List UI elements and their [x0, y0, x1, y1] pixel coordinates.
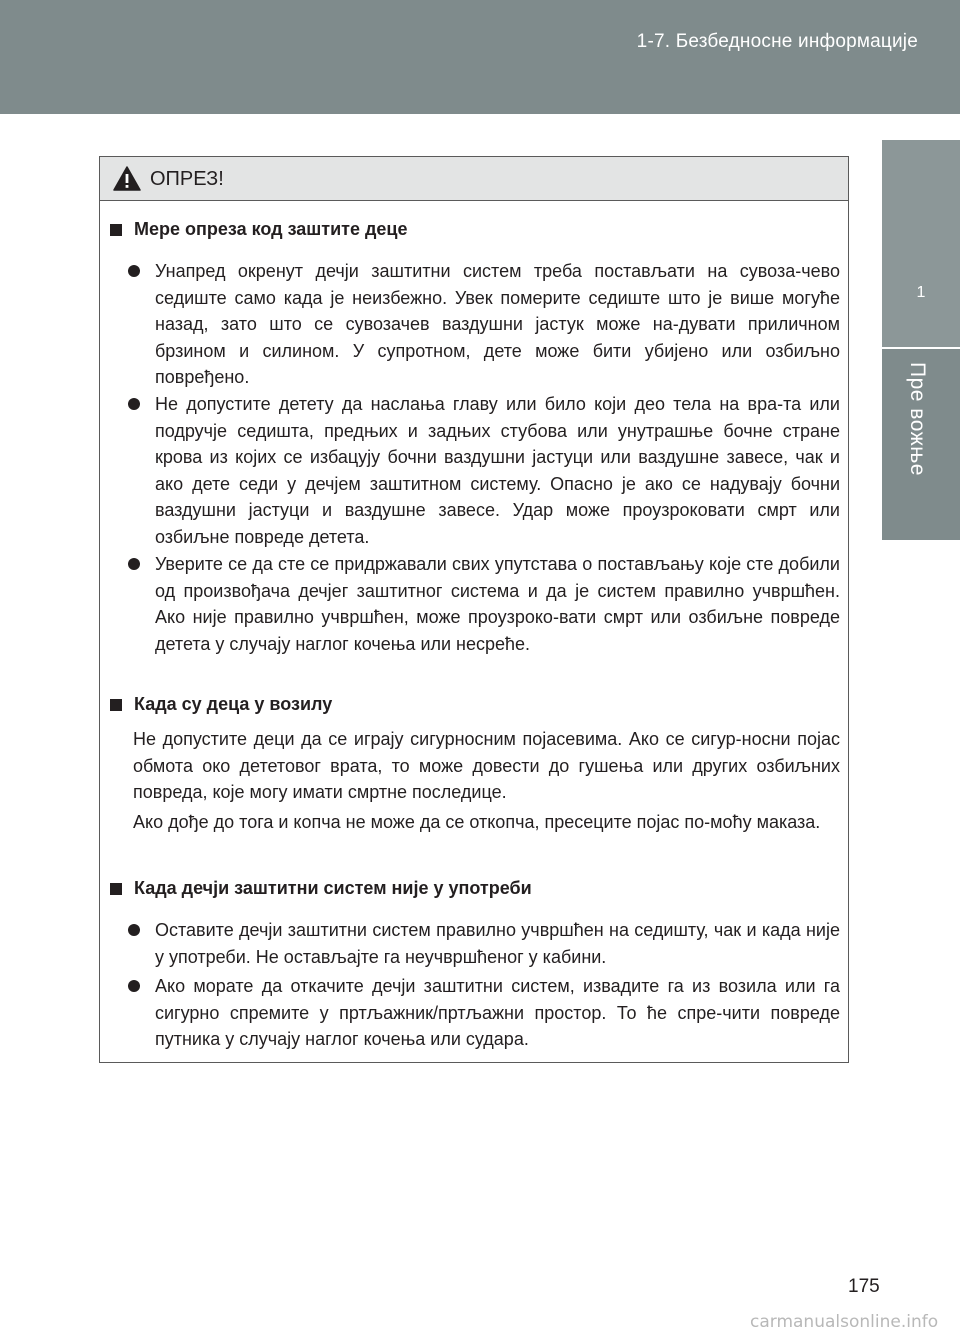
section-title: 1-7. Безбедносне информације [636, 31, 918, 52]
list-item [128, 391, 840, 551]
watermark: carmanualsonline.info [750, 1312, 939, 1332]
section-heading-text: Када су деца у возилу [134, 694, 333, 714]
warning-triangle-icon [113, 166, 141, 191]
list-item [128, 973, 840, 1053]
list-item [128, 551, 840, 657]
list-item [128, 258, 840, 391]
list-item-text: Ако морате да откачите дечји заштитни систем, извадите га из возила или га сигурно спремите у пртљажник/пртљажни простор. То ће спре-чити повреде путника у случају наглог кочења или судара. [155, 976, 840, 1050]
chapter-number: 1 [916, 284, 926, 301]
list-item [128, 917, 840, 970]
list-item-text: Не допустите детету да наслања главу или било који део тела на вра-та или подручје седишта, предњих и задњих стубова или унутрашње бочне стране крова из којих се избацују бочни ваздушни јастуци или ваздушне завесе, чак и ако дете седи у дечјем заштитном систему. Опасно је ако се надувају бочни ваздушни јастуци и ваздушне завесе. Удар може проузроковати смрт или озбиљне повреде детета. [155, 394, 840, 547]
square-bullet-icon [110, 699, 122, 711]
caution-title: ОПРЕЗ! [150, 168, 224, 190]
header-band [0, 0, 960, 114]
section-heading-text: Мере опреза код заштите деце [134, 219, 408, 239]
list-item-text: Уверите се да сте се придржавали свих упутстава о постављању које сте добили од произвођача дечјег заштитног система и да је систем правилно учвршћен. Ако није правилно учвршћен, може проузроко-вати смрт или озбиљне повреде детета у случају наглог кочења или несреће. [155, 554, 840, 654]
section-heading [110, 878, 532, 899]
bullet-dot-icon [128, 265, 140, 277]
square-bullet-icon [110, 224, 122, 236]
section-heading-text: Када дечји заштитни систем није у употреби [134, 878, 532, 898]
paragraph: Ако дође до тога и копча не може да се откопча, пресеците појас по-моћу маказа. [133, 812, 821, 832]
page-number: 175 [848, 1276, 880, 1297]
bullet-dot-icon [128, 558, 140, 570]
bullet-dot-icon [128, 398, 140, 410]
chapter-label: Пре вожње [906, 362, 929, 476]
list-item-text: Унапред окренут дечји заштитни систем треба постављати на сувоза-чево седиште само када је неизбежно. Увек померите седиште што је више могуће назад, зато што се сувозачев ваздушни јастук може на-дувати приличном брзином и силином. У супротном, дете може бити убијено или озбиљно повређено. [155, 261, 840, 388]
bullet-dot-icon [128, 980, 140, 992]
list-item-text: Оставите дечји заштитни систем правилно учвршћен на седишту, чак и када није у употреби. Не остављајте га неучвршћеног у кабини. [155, 920, 840, 967]
tab-divider [882, 347, 960, 349]
square-bullet-icon [110, 883, 122, 895]
section-heading [110, 219, 408, 240]
caution-header [100, 157, 848, 201]
paragraph: Не допустите деци да се играју сигурносним појасевима. Ако се сигур-носни појас обмота око дететовог врата, то може довести до гушења или других озбиљних повреда, које могу имати смртне последице. [133, 729, 840, 803]
chapter-number-tab [882, 140, 960, 347]
section-heading [110, 694, 332, 715]
bullet-dot-icon [128, 924, 140, 936]
